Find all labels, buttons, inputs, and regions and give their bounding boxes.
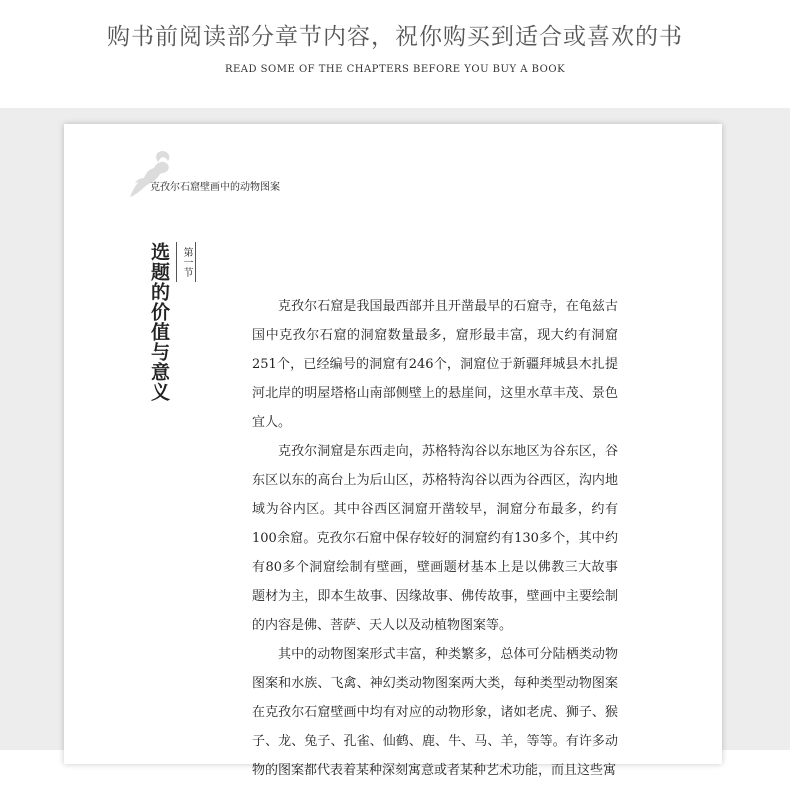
section-label: 第一节 bbox=[176, 242, 196, 282]
paragraph: 克孜尔石窟是我国最西部并且开凿最早的石窟寺，在龟兹古国中克孜尔石窟的洞窟数量最多，窟形最丰富，现大约有洞窟251个，已经编号的洞窟有246个，洞窟位于新疆拜城县木扎提河北岸的明屋塔格山南部侧壁上的悬崖间，这里水草丰茂、景色宜人。 bbox=[252, 299, 618, 430]
paragraph: 其中的动物图案形式丰富，种类繁多，总体可分陆栖类动物图案和水族、飞禽、神幻类动物图案两大类，每种类型动物图案在克孜尔石窟壁画中均有对应的动物形象，诸如老虎、狮子、猴子、龙、兔子、孔雀、仙鹤、鹿、牛、马、羊，等等。有许多动物的图案都代表着某种深刻寓意或者某种艺术功能，而且这些寓 bbox=[252, 647, 618, 778]
page-header-title: 购书前阅读部分章节内容，祝你购买到适合或喜欢的书 bbox=[107, 24, 683, 50]
page-header-subtitle: READ SOME OF THE CHAPTERS BEFORE YOU BUY A BOOK bbox=[224, 64, 566, 75]
body-text bbox=[252, 292, 618, 785]
book-page bbox=[64, 124, 722, 778]
paragraph: 克孜尔洞窟是东西走向，苏格特沟谷以东地区为谷东区，谷东区以东的高台上为后山区，苏格特沟谷以西为谷西区，沟内地域为谷内区。其中谷西区洞窟开凿较早，洞窟分布最多，约有100余窟。克孜尔石窟中保存较好的洞窟约有130多个，其中约有80多个洞窟绘制有壁画，壁画题材基本上是以佛教三大故事题材为主，即本生故事、因缘故事、佛传故事，壁画中主要绘制的内容是佛、菩萨、天人以及动植物图案等。 bbox=[252, 444, 618, 633]
section-title: 选题的价值与意义 bbox=[148, 242, 170, 402]
running-head: 克孜尔石窟壁画中的动物图案 bbox=[150, 182, 280, 193]
